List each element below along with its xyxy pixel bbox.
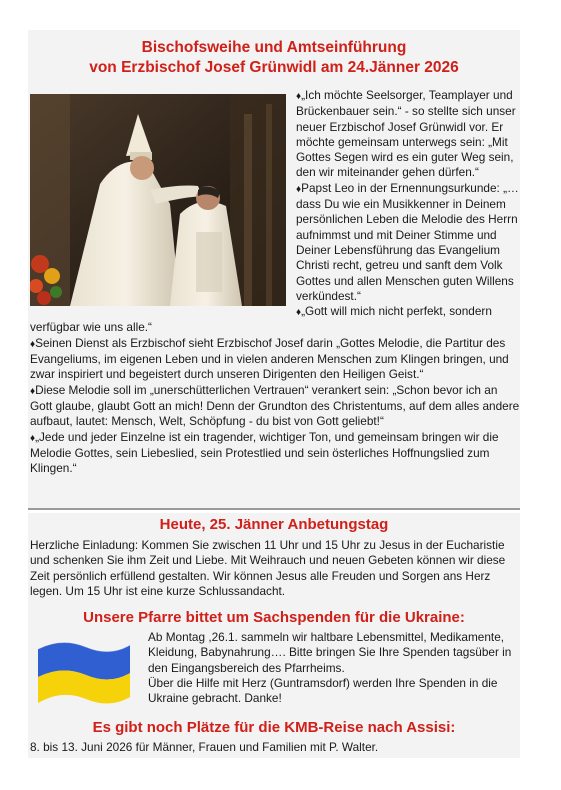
consecration-photo-illustration bbox=[30, 94, 286, 306]
consecration-photo bbox=[30, 94, 286, 306]
article-paragraph-3 bbox=[30, 304, 520, 336]
kmb-heading: Es gibt noch Plätze für die KMB-Reise nach Assisi: bbox=[92, 719, 456, 736]
section-divider bbox=[28, 508, 520, 510]
diamond-bullet-icon: ♦ bbox=[30, 385, 36, 397]
diamond-bullet-icon: ♦ bbox=[30, 432, 36, 444]
article-title bbox=[28, 38, 520, 78]
article-paragraph-5 bbox=[30, 383, 520, 430]
article-paragraph-text: Papst Leo in der Ernennungsurkunde: „…dass Du wie ein Musikkenner in Deinem persönlichen Leben die Melodie des Herrn aufnimmst und mit Deiner Stimme und Deiner Lebensführung das Evangelium Christi recht, getreu und sanft dem Volk Gottes und allen Menschen guten Willens verkündest.“ bbox=[296, 180, 519, 303]
ukraine-text-line-2: Über die Hilfe mit Herz (Guntramsdorf) werden Ihre Spenden in die Ukraine gebracht. Danke! bbox=[148, 675, 498, 706]
article-paragraph-text: Seinen Dienst als Erzbischof sieht Erzbischof Josef darin „Gottes Melodie, die Partitur des Evangeliums, im eigenen Leben und in vielen anderen Menschen zum Klingen bringen, und zwar inspiriert und begeistert durch unseren Dirigenten den Heiligen Geist.“ bbox=[30, 335, 509, 382]
ukraine-text bbox=[148, 630, 522, 706]
article-body bbox=[30, 88, 520, 476]
adoration-heading: Heute, 25. Jänner Anbetungstag bbox=[159, 516, 389, 533]
article-title-line-1: Bischofsweihe und Amtseinführung bbox=[141, 39, 407, 56]
article-paragraph-text: Diese Melodie soll im „unerschütterlichen Vertrauen“ verankert sein: „Schon bevor ich an Gott glaube, glaubt Gott an mich! Denn der Grundton des Christentums, auf dem alles andere aufbaut, lautet: Mensch, Welt, Schöpfung - du bist von Gott geliebt!“ bbox=[30, 382, 520, 429]
article-title-line-2: von Erzbischof Josef Grünwidl am 24.Jänner 2026 bbox=[89, 59, 459, 76]
diamond-bullet-icon: ♦ bbox=[296, 183, 302, 195]
article-paragraph-text: „Gott will mich nicht perfekt, sondern verfügbar wie uns alle.“ bbox=[30, 304, 492, 335]
kmb-text: 8. bis 13. Juni 2026 für Männer, Frauen und Familien mit P. Walter. bbox=[30, 740, 379, 754]
article-paragraph-text: „Jede und jeder Einzelne ist ein tragender, wichtiger Ton, und gemeinsam bringen wir die Melodie Gottes, sein Liebeslied, sein Protestlied und sein österliches Hoffnungslied zum Klingen.“ bbox=[30, 429, 499, 476]
ukraine-text-line-1: Ab Montag ,26.1. sammeln wir haltbare Lebensmittel, Medikamente, Kleidung, Babynahrung…. Bitte bringen Sie Ihre Spenden tagsüber in den Eingangsbereich des Pfarrheims. bbox=[148, 630, 512, 675]
article-paragraph-4 bbox=[30, 336, 520, 383]
article-paragraph-text: „Ich möchte Seelsorger, Teamplayer und Brückenbauer sein.“ - so stellte sich unser neuer Erzbischof Josef Grünwidl vor. Er möchte gemeinsam unterwegs sein: „Mit Gottes Segen wird es ein guter Weg sein, den wir miteinander gehen dürfen.“ bbox=[296, 88, 516, 180]
diamond-bullet-icon: ♦ bbox=[296, 307, 302, 319]
diamond-bullet-icon: ♦ bbox=[30, 338, 36, 350]
adoration-text: Herzliche Einladung: Kommen Sie zwischen 11 Uhr und 15 Uhr zu Jesus in der Eucharistie und schenken Sie ihm Zeit und Liebe. Mit Weihrauch und neuen Gebeten können wir diese Zeit persönlich erfüllend gestalten. Wir können Jesus alle Freuden und Sorgen ans Herz legen. Um 15 Uhr ist eine kurze Schlussandacht. bbox=[30, 538, 506, 598]
ukraine-heading: Unsere Pfarre bittet um Sachspenden für die Ukraine: bbox=[83, 609, 465, 626]
diamond-bullet-icon: ♦ bbox=[296, 91, 302, 102]
article-paragraph-6 bbox=[30, 430, 520, 477]
ukraine-flag-icon bbox=[36, 635, 132, 707]
